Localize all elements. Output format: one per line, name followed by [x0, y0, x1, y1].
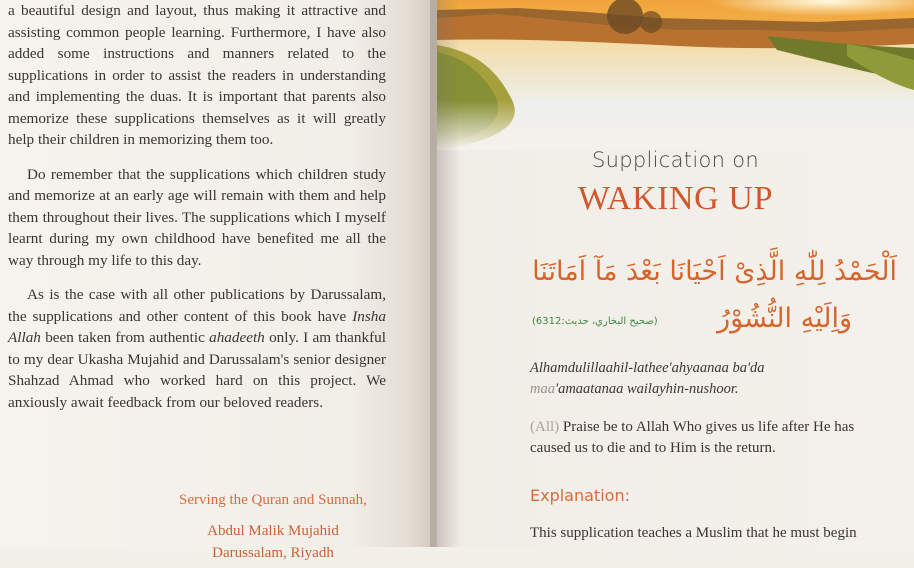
explanation-text: This supplication teaches a Muslim that he must begin: [530, 525, 857, 541]
text-line: also memorize these supplications themselves as it will: [8, 88, 386, 127]
hadith-reference: (صحيح البخاري، حديث:6312): [532, 316, 658, 327]
text-line: supplications in order to assist the readers in understanding: [8, 66, 386, 84]
text-line: assisting common people learning. Furthermore, I have: [8, 23, 362, 41]
left-page-body: [8, 0, 386, 413]
text-run: As is the case with all other publications by Darussalam, the supplications and other content of this book have: [8, 286, 386, 325]
paragraph-2: [8, 164, 386, 272]
signoff-line-1: Serving the Quran and Sunnah,: [179, 492, 367, 508]
text-run: been taken from authentic: [40, 329, 210, 346]
text-line: and implementing the duas. It is important that parents: [8, 88, 362, 105]
paragraph-3: [8, 284, 386, 413]
text-line: a beautiful design and layout, thus making it attractive and: [8, 2, 386, 19]
text-line: benefited me all the way through my life to this day.: [8, 230, 386, 269]
text-line: and help them throughout their lives. The supplications: [8, 187, 386, 226]
right-page: [437, 0, 914, 547]
explanation-heading: Explanation:: [530, 486, 630, 505]
text-line: greatly help their children in memorizing them too.: [8, 109, 386, 148]
italic-term: Insha Allah: [8, 307, 386, 346]
arabic-dua-line-1: اَلْحَمْدُ لِلّٰهِ الَّذِىْ اَحْيَانَا بَعْدَ مَآ اَمَاتَنَا: [532, 256, 897, 287]
signoff-author: Abdul Malik Mujahid: [207, 523, 339, 539]
transliteration-line-1: Alhamdulillaahil-lathee'ahyaanaa ba'da: [530, 360, 765, 376]
transliteration-line-2: 'amaatanaa wailayhin-nushoor.: [554, 381, 739, 397]
text-line: also added some instructions and manners related to the: [8, 23, 386, 62]
text-run: only. I am thankful to my dear Ukasha Mujahid and Darussalam's senior designer Shahzad Ahmad who worked hard on this project. We anxiously await feedback from our beloved readers.: [8, 329, 386, 411]
signoff-place: Darussalam, Riyadh: [212, 545, 334, 561]
sunset-river-photo: [437, 0, 914, 150]
text-line: which I myself learnt during my own childhood have: [8, 208, 386, 247]
transliteration-faded-word: maa: [530, 381, 555, 397]
book-gutter-shadow: [430, 0, 460, 547]
translation-text: Praise be to Allah Who gives us life after He has caused us to die and to Him is the return.: [530, 419, 855, 456]
translation: [530, 417, 890, 459]
arabic-dua-line-2: وَاِلَيْهِ النُّشُوْرُ: [717, 303, 852, 334]
translation-faded-word: (All): [530, 419, 560, 435]
supplication-title: WAKING UP: [577, 180, 774, 217]
text-line: Do remember that the supplications which children: [27, 165, 354, 183]
paragraph-1: [8, 0, 386, 151]
transliteration: [530, 358, 890, 400]
left-page: [0, 0, 437, 561]
italic-term: ahadeeth: [209, 329, 265, 346]
supplication-subtitle: Supplication on: [592, 148, 759, 172]
text-line: study and memorize at an early age will remain with them: [8, 165, 386, 204]
